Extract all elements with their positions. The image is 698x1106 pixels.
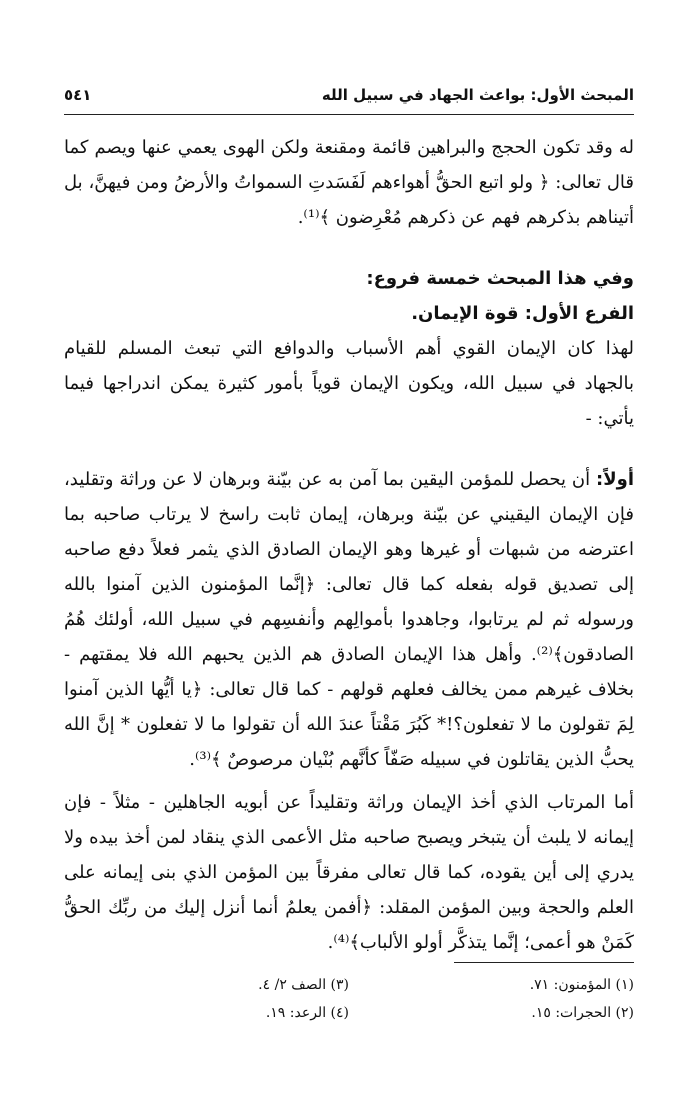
first-point-paragraph: [64, 462, 634, 777]
second-paragraph: أما المرتاب الذي أخذ الإيمان وراثة وتقليداً عن أبويه الجاهلين - مثلاً - فإن إيمانه لا يلبث أن يتبخر ويصبح صاحبه مثل الأعمى الذي ينقاد لمن أخذ بيده ولا يدري إلى أين يقوده، كما قال تعالى مفرقاً بين المؤمن الذي بنى إيمانه على العلم والحجة وبين المؤمن المقلد: ﴿أفمن يعلمُ أنما أنزل إليك من ربِّك الحقُّ كَمَنْ هو أعمى؛ إنَّما يتذكَّر أولو الألباب﴾⁽⁴⁾.: [64, 792, 634, 953]
first-point-text: أن يحصل للمؤمن اليقين بما آمن به عن بيّنة وبرهان لا عن وراثة وتقليد، فإن الإيمان اليقيني عن بيّنة وبرهان، إيمان ثابت راسخ لا يرتاب صاحبه بما اعترضه من شبهات أو غيرها وهو الإيمان الصادق الذي يثمر فعلاً دفع صاحبه إلى تصديق قوله بفعله كما قال تعالى: ﴿إنَّما المؤمنون الذين آمنوا بالله ورسوله ثم لم يرتابوا، وجاهدوا بأموالِهم وأنفسِهم في سبيل الله، أولئك هُمُ الصادقون﴾⁽²⁾. وأهل هذا الإيمان الصادق هم الذين يحبهم الله فلا يمقتهم - بخلاف غيرهم ممن يخالف فعلهم قولهم - كما قال تعالى: ﴿يا أيُّها الذين آمنوا لِمَ تقولون ما لا تفعلون؟!* كَبُرَ مَقْتاً عندَ الله أن تقولوا ما لا تفعلون * إنَّ الله يحبُّ الذين يقاتلون في سبيله صَفّاً كأنَّهم بُنْيان مرصوصٌ ﴾⁽³⁾.: [64, 469, 634, 770]
branch-intro-paragraph: لهذا كان الإيمان القوي أهم الأسباب والدوافع التي تبعث المسلم للقيام بالجهاد في سبيل الله، ويكون الإيمان قوياً بأمور كثيرة يمكن اندراجها فيما يأتي: -: [64, 338, 634, 429]
footnote-rule: [454, 962, 634, 963]
branch-title: الفرع الأول: قوة الإيمان.: [411, 303, 634, 324]
footnote: (٣) الصف ٢/ ٤.: [258, 977, 349, 993]
first-point-label: أولاً:: [596, 469, 634, 490]
section-intro: وفي هذا المبحث خمسة فروع:: [366, 268, 634, 289]
intro-paragraph: له وقد تكون الحجج والبراهين قائمة ومقنعة ولكن الهوى يعمي عنها ويصم كما قال تعالى: ﴿ ولو اتبع الحقُّ أهواءهم لَفَسَدتِ السمواتُ والأرضُ ومن فيهنَّ، بل أتيناهم بذكرهم فهم عن ذكرهم مُعْرِضون ﴾⁽¹⁾.: [64, 137, 634, 228]
page-number: ٥٤١: [64, 86, 92, 104]
main-text: [64, 130, 634, 960]
footnote: (٢) الحجرات: ١٥.: [531, 1005, 634, 1021]
footnote: (٤) الرعد: ١٩.: [265, 1005, 349, 1021]
page-header: [64, 82, 634, 108]
running-title: المبحث الأول: بواعث الجهاد في سبيل الله: [321, 86, 634, 104]
header-rule: [64, 114, 634, 115]
footnote: (١) المؤمنون: ٧١.: [529, 977, 634, 993]
footnotes: [64, 974, 634, 1024]
